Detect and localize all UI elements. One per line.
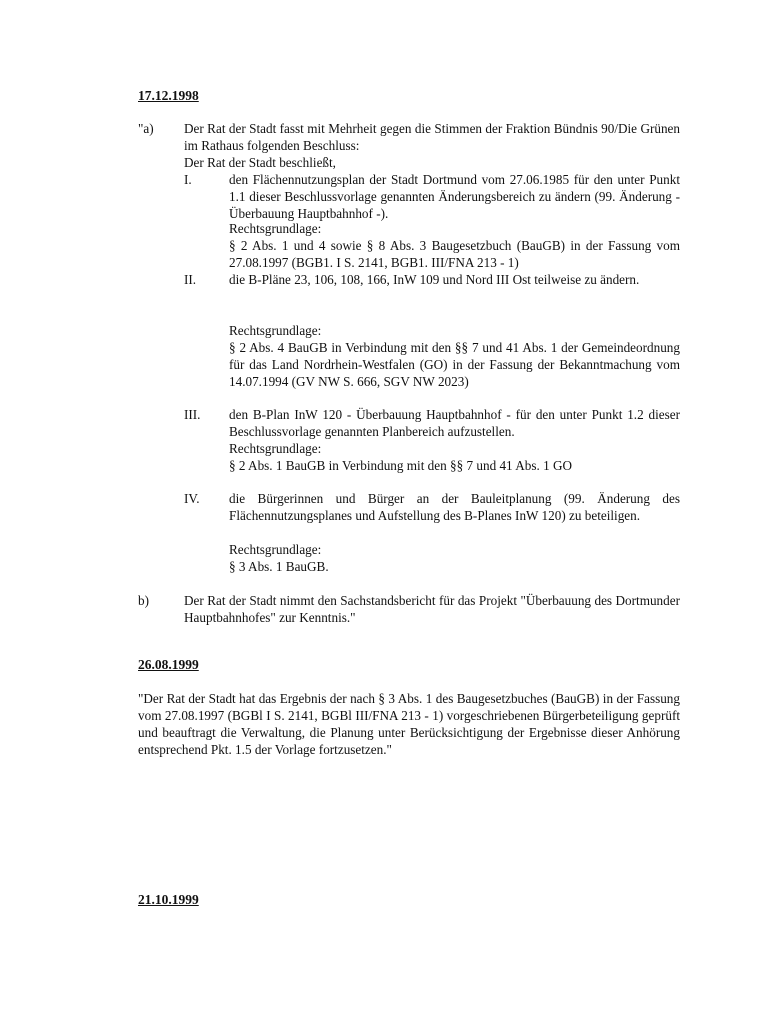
section-date: 26.08.1999 xyxy=(138,657,199,672)
resolution-text: "Der Rat der Stadt hat das Ergebnis der nach § 3 Abs. 1 des Baugesetzbuches (BauGB) in der Fassung vom 27.08.1997 (BGBl I S. 2141, BGBl III/FNA 213 - 1) vorgeschriebenen Bürgerbeteiligung geprüft und beauftragt die Verwaltung, die Planung unter Berücksichtigung der Ergebnisse dieser Anhörung entsprechend Pkt. 1.5 der Vorlage fortzusetzen." xyxy=(138,691,680,757)
resolution-intro-2: Der Rat der Stadt beschließt, xyxy=(184,155,336,170)
item-label-a: "a) xyxy=(138,121,154,136)
legal-basis-text: § 2 Abs. 4 BauGB in Verbindung mit den §§ 7 und 41 Abs. 1 der Gemeindeordnung für das Land Nordrhein-Westfalen (GO) in der Fassung der Bekanntmachung vom 14.07.1994 (GV NW S. 666, SGV NW 2023) xyxy=(229,340,680,389)
item-text: den Flächennutzungsplan der Stadt Dortmund vom 27.06.1985 für den unter Punkt 1.1 dieser Beschlussvorlage genannten Änderungsbereich zu ändern (99. Änderung - Überbauung Hauptbahnhof -). xyxy=(229,172,680,221)
item-number: II. xyxy=(184,272,197,287)
legal-basis-text: § 2 Abs. 1 und 4 sowie § 8 Abs. 3 Baugesetzbuch (BauGB) in der Fassung vom 27.08.1997 (BGB1. I S. 2141, BGB1. III/FNA 213 - 1) xyxy=(229,238,680,270)
section-date: 17.12.1998 xyxy=(138,88,199,103)
section-date: 21.10.1999 xyxy=(138,892,199,907)
legal-basis-label: Rechtsgrundlage: xyxy=(229,441,322,456)
item-number: III. xyxy=(184,407,201,422)
item-number: I. xyxy=(184,172,192,187)
item-text: den B-Plan InW 120 - Überbauung Hauptbahnhof - für den unter Punkt 1.2 dieser Beschlussvorlage genannten Planbereich aufzustellen. xyxy=(229,407,680,439)
item-label-b: b) xyxy=(138,593,149,608)
resolution-intro: Der Rat der Stadt fasst mit Mehrheit gegen die Stimmen der Fraktion Bündnis 90/Die Grünen im Rathaus folgenden Beschluss: xyxy=(184,121,680,153)
legal-basis-text: § 2 Abs. 1 BauGB in Verbindung mit den §§ 7 und 41 Abs. 1 GO xyxy=(229,458,573,473)
legal-basis-label: Rechtsgrundlage: xyxy=(229,542,322,557)
legal-basis-text: § 3 Abs. 1 BauGB. xyxy=(229,559,329,574)
legal-basis-label: Rechtsgrundlage: xyxy=(229,221,322,236)
item-number: IV. xyxy=(184,491,200,506)
status-report-text: Der Rat der Stadt nimmt den Sachstandsbericht für das Projekt "Überbauung des Dortmunder Hauptbahnhofes" zur Kenntnis." xyxy=(184,593,680,625)
legal-basis-label: Rechtsgrundlage: xyxy=(229,323,322,338)
item-text: die Bürgerinnen und Bürger an der Bauleitplanung (99. Änderung des Flächennutzungsplanes und Aufstellung des B-Planes InW 120) zu beteiligen. xyxy=(229,491,680,523)
item-text: die B-Pläne 23, 106, 108, 166, InW 109 und Nord III Ost teilweise zu ändern. xyxy=(229,272,640,287)
